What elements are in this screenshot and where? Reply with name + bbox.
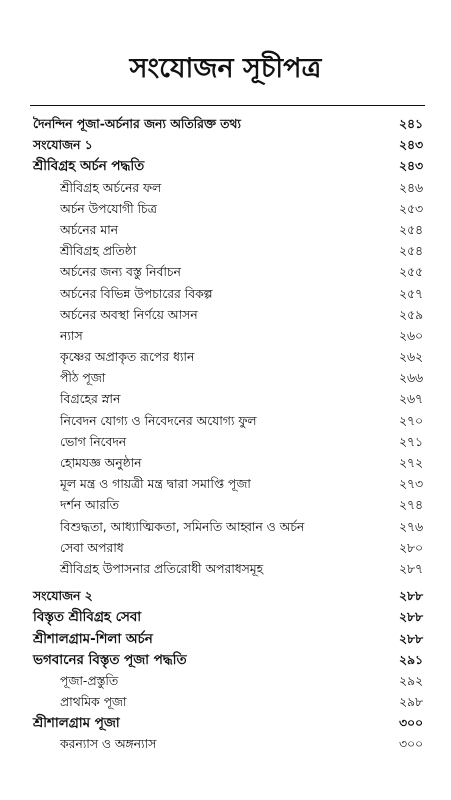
- page-title: সংযোজন সূচীপত্র: [129, 53, 322, 84]
- toc-entry-title: বিস্তৃত শ্রীবিগ্রহ সেবা: [33, 610, 142, 626]
- toc-entry-title: সংযোজন ২: [33, 589, 93, 604]
- toc-entry-title: হোমযজ্ঞ অনুষ্ঠান: [60, 456, 142, 470]
- toc-entry-title: সেবা অপরাধ: [60, 540, 124, 555]
- toc-entry: [0, 114, 451, 135]
- toc-entry-title: শ্রীশালগ্রাম-শিলা অর্চন: [33, 631, 153, 647]
- toc-entry-title: ন্যাস: [60, 328, 83, 343]
- toc-entry: [0, 241, 451, 262]
- toc-entry-title: কৃষ্ণের অপ্রাকৃত রূপের ধ্যান: [60, 350, 195, 365]
- toc-entry: [0, 495, 451, 516]
- toc-entry-title: অর্চন উপযোগী চিত্র: [60, 201, 157, 216]
- toc-entry: [0, 629, 451, 650]
- toc-entry: [0, 284, 451, 305]
- toc-entry-page: ২৫৪: [399, 244, 423, 259]
- toc-entry-title: পূজা-প্রস্তুতি: [60, 673, 119, 688]
- toc-entry: [0, 389, 451, 410]
- toc-entry: [0, 713, 451, 734]
- toc-entry-page: ২৫৩: [399, 201, 423, 216]
- toc-entry-page: ২৭২: [399, 456, 423, 470]
- toc-entry-page: ২৬২: [399, 350, 423, 365]
- toc-entry-page: ২৬৭: [399, 392, 423, 407]
- toc-entry: [0, 178, 451, 199]
- toc-entry-title: বিশুদ্ধতা, আধ্যাত্মিকতা, সমিনতি আহ্বান ও অর্চন: [60, 519, 305, 534]
- toc-entry-title: শ্রীবিগ্রহ উপাসনার প্রতিরোধী অপরাধসমূহ: [60, 561, 264, 576]
- toc-entry-page: ২৬৬: [399, 371, 423, 386]
- toc-entry-page: ৩০০: [399, 716, 423, 731]
- toc-entry-page: ২৬০: [399, 328, 423, 343]
- toc-entry-page: ৩০০: [399, 737, 423, 752]
- toc-entry-page: ২৭১: [399, 434, 423, 449]
- toc-entry-page: ২৮৭: [399, 561, 423, 576]
- toc-entry: [0, 305, 451, 326]
- toc-entry-title: অর্চনের বিভিন্ন উপচারের বিকল্প: [60, 286, 213, 301]
- toc-entry-title: শ্রীবিগ্রহ অর্চনের ফল: [60, 180, 162, 195]
- toc-entry-page: ২৮৮: [399, 589, 423, 604]
- toc-entry-page: ২৪৬: [399, 180, 423, 195]
- toc-entry: [0, 199, 451, 220]
- toc-entry: [0, 692, 451, 713]
- toc-entry-page: ২৫৫: [399, 265, 423, 280]
- toc-entry-title: দর্শন আরতি: [60, 498, 119, 513]
- toc-entry: [0, 432, 451, 453]
- toc-entry: [0, 411, 451, 432]
- toc-entry: [0, 347, 451, 368]
- toc-entry-page: ২৪৩: [399, 159, 423, 174]
- toc-entry-page: ২৭৩: [399, 477, 423, 492]
- toc-entry-page: ২৪১: [399, 117, 423, 131]
- toc-entry-title: অর্চনের জন্য বস্তু নির্বাচন: [60, 265, 181, 280]
- toc-entry-title: বিগ্রহের স্নান: [60, 392, 121, 407]
- toc-entry-title: ভোগ নিবেদন: [60, 434, 127, 449]
- toc-entry-title: সংযোজন ১: [33, 138, 93, 153]
- toc-entry: [0, 671, 451, 692]
- toc-entry: [0, 156, 451, 177]
- toc-entry-title: অর্চনের মান: [60, 222, 118, 237]
- toc-entry-page: ২৯১: [399, 652, 423, 667]
- toc-entry: [0, 453, 451, 474]
- toc-entry: [0, 135, 451, 156]
- title-divider: [30, 105, 425, 106]
- toc-entry-title: পীঠ পূজা: [60, 371, 106, 386]
- toc-entry: [0, 474, 451, 495]
- toc-entry-title: শ্রীবিগ্রহ প্রতিষ্ঠা: [60, 244, 137, 259]
- toc-entry-page: ২৫৯: [399, 307, 423, 322]
- toc-entry-page: ২৭০: [399, 413, 423, 428]
- toc-entry-title: শ্রীবিগ্রহ অর্চন পদ্ধতি: [33, 159, 145, 175]
- toc-entry: [0, 326, 451, 347]
- toc-entry-page: ২৭৬: [399, 519, 423, 534]
- toc-entry: [0, 607, 451, 628]
- toc-entry: [0, 538, 451, 559]
- toc-entry-title: অর্চনের অবস্থা নির্ণয়ে আসন: [60, 307, 198, 322]
- toc-entry: [0, 586, 451, 607]
- toc-entry-title: নিবেদন যোগ্য ও নিবেদনের অযোগ্য ফুল: [60, 413, 257, 428]
- toc-entry-page: ২৫৪: [399, 222, 423, 237]
- toc-entry: [0, 517, 451, 538]
- toc-entry-title: মূল মন্ত্র ও গায়ত্রী মন্ত্র দ্বারা সমাপ্তি পূজা: [60, 477, 251, 492]
- toc-entry-page: ২৮০: [399, 540, 423, 555]
- toc-entry: [0, 650, 451, 671]
- toc-entry-page: ২৫৭: [399, 286, 423, 301]
- toc-entry-page: ২৭৪: [399, 498, 423, 513]
- toc-entry-page: ২৪৩: [399, 138, 423, 153]
- toc-entry: [0, 368, 451, 389]
- toc-entry-title: ভগবানের বিস্তৃত পূজা পদ্ধতি: [33, 652, 187, 668]
- toc-entry-page: ২৯২: [399, 673, 423, 688]
- table-of-contents: [0, 114, 451, 756]
- toc-entry: [0, 734, 451, 755]
- toc-entry-page: ২৯৮: [399, 695, 423, 710]
- toc-entry: [0, 220, 451, 241]
- toc-entry-page: ২৮৮: [399, 631, 423, 646]
- toc-entry-page: ২৮৮: [399, 610, 423, 625]
- toc-entry-title: করন্যাস ও অঙ্গন্যাস: [60, 737, 157, 752]
- toc-entry: [0, 559, 451, 580]
- toc-entry: [0, 262, 451, 283]
- toc-entry-title: দৈনন্দিন পূজা-অর্চনার জন্য অতিরিক্ত তথ্য: [33, 117, 241, 131]
- toc-entry-title: শ্রীশালগ্রাম পূজা: [33, 716, 120, 732]
- toc-entry-title: প্রাথমিক পূজা: [60, 695, 127, 710]
